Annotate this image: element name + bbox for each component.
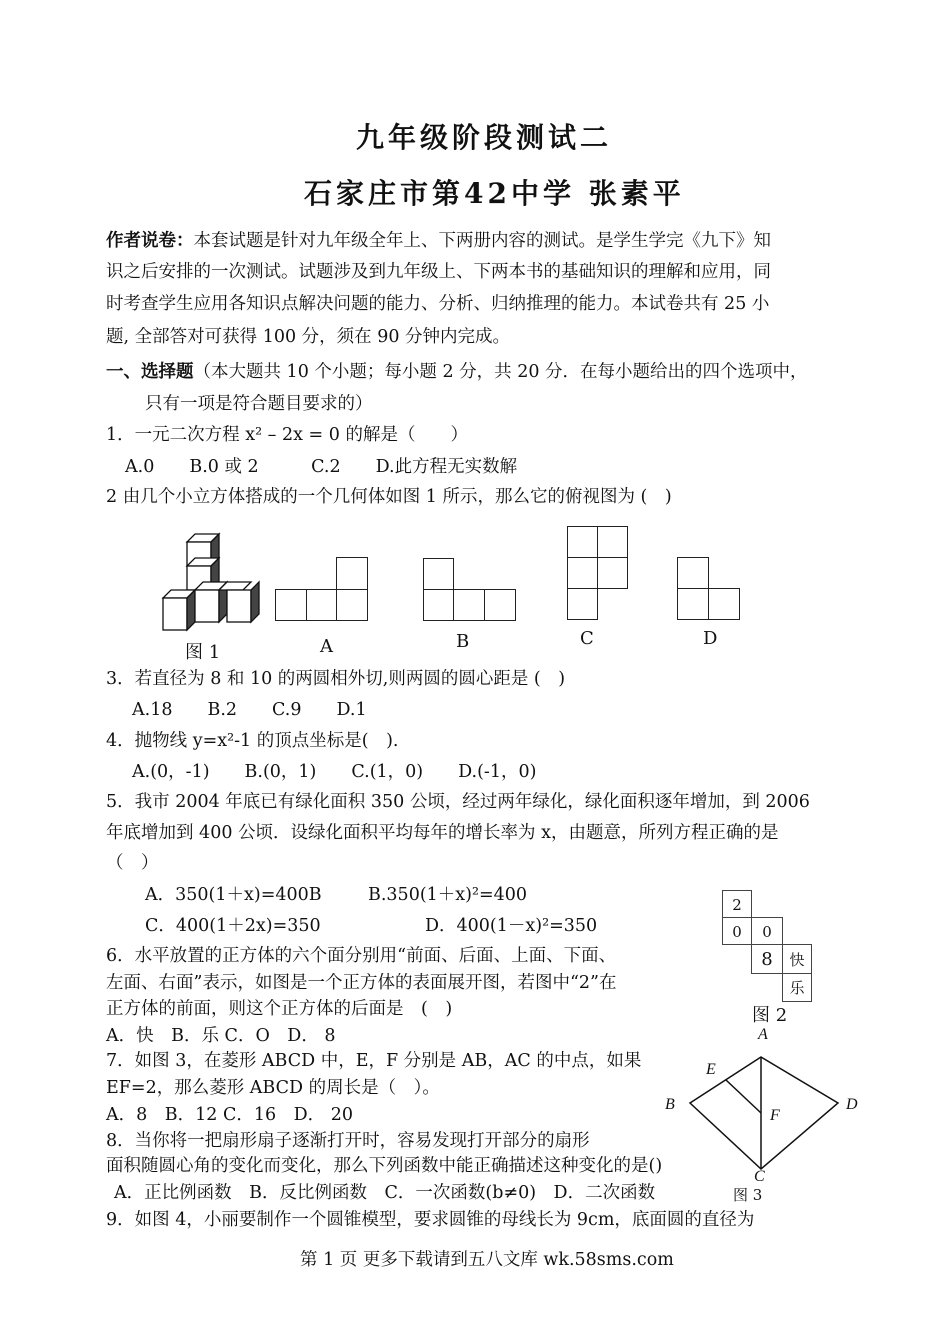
q5-option-d: D．400(1－x)²=350 <box>425 916 598 936</box>
q1-stem: 1．一元二次方程 x² – 2x = 0 的解是（ ） <box>106 425 468 445</box>
intro-text-1: 本套试题是针对九年级全年上、下两册内容的测试。是学生学完《九下》知 <box>193 231 771 251</box>
fig3-point-d: D <box>846 1096 858 1113</box>
q5-line-2: 年底增加到 400 公顷．设绿化面积平均每年的增长率为 x，由题意，所列方程正确的是 <box>106 823 779 843</box>
q8-line-2: 面积随圆心角的变化而变化，那么下列函数中能正确描述这种变化的是() <box>106 1156 663 1176</box>
net-cell-2: 2 <box>722 890 752 918</box>
intro-line-2: 识之后安排的一次测试。试题涉及到九年级上、下两本书的基础知识的理解和应用，同 <box>106 262 771 282</box>
section1-heading: 一、选择题 <box>106 362 194 382</box>
q8-line-1: 8．当你将一把扇形扇子逐渐打开时，容易发现打开部分的扇形 <box>106 1131 590 1151</box>
fig3-label: 图 3 <box>733 1186 763 1204</box>
intro-label: 作者说卷： <box>106 231 194 251</box>
q4-options: A.(0，-1) B.(0，1) C.(1，0) D.(-1，0) <box>132 762 537 782</box>
q2-option-b-label: B <box>456 631 470 652</box>
q8-options: A．正比例函数 B．反比例函数 C．一次函数(b≠0) D．二次函数 <box>114 1183 656 1203</box>
intro-line-1 <box>106 230 771 252</box>
q6-options: A．快 B．乐 C．O D． 8 <box>106 1026 336 1046</box>
q2-option-d-label: D <box>703 628 718 649</box>
fig3-point-b: B <box>665 1096 675 1113</box>
q6-line-2: 左面、右面”表示，如图是一个正方体的表面展开图，若图中“2”在 <box>106 973 617 993</box>
q6-line-1: 6．水平放置的正方体的六个面分别用“前面、后面、上面、下面、 <box>106 946 617 966</box>
fig1-cubes-figure <box>155 530 275 640</box>
net-cell-0a: 0 <box>722 917 752 945</box>
net-cell-0b: 0 <box>751 917 783 945</box>
intro-line-3: 时考查学生应用各知识点解决问题的能力、分析、归纳推理的能力。本试卷共有 25 小 <box>106 294 770 314</box>
net-cell-le: 乐 <box>782 973 812 1002</box>
fig3-point-a: A <box>758 1026 768 1043</box>
fig3-rhombus-figure <box>660 1020 870 1190</box>
q2-option-a-label: A <box>320 636 333 657</box>
q3-stem: 3．若直径为 8 和 10 的两圆相外切,则两圆的圆心距是 ( ) <box>106 669 566 689</box>
intro-line-4: 题, 全部答对可获得 100 分，须在 90 分钟内完成。 <box>106 327 511 347</box>
q2-option-c-label: C <box>580 628 594 649</box>
q7-options: A．8 B．12 C．16 D． 20 <box>106 1105 353 1125</box>
page-footer: 第 1 页 更多下载请到五八文库 wk.58sms.com <box>300 1250 674 1270</box>
q9-line-1: 9．如图 4，小丽要制作一个圆锥模型，要求圆锥的母线长为 9cm，底面圆的直径为 <box>106 1210 755 1230</box>
q6-line-3: 正方体的前面，则这个正方体的后面是 ( ) <box>106 999 453 1019</box>
fig2-label: 图 2 <box>752 1005 788 1026</box>
q3-options: A.18 B.2 C.9 D.1 <box>132 700 367 720</box>
q5-option-c: C．400(1＋2x)=350 <box>145 916 321 936</box>
net-cell-kuai: 快 <box>782 944 812 974</box>
q5-option-b: B.350(1＋x)²=400 <box>368 885 528 905</box>
fig3-point-e: E <box>706 1061 716 1078</box>
q5-line-3: （ ） <box>106 853 159 873</box>
fig3-point-c: C <box>754 1168 765 1185</box>
q4-stem: 4．抛物线 y=x²-1 的顶点坐标是( ). <box>106 731 399 751</box>
q7-line-2: EF=2，那么菱形 ABCD 的周长是（ ）。 <box>106 1078 440 1098</box>
section1-note-2: 只有一项是符合题目要求的） <box>145 394 373 414</box>
q5-option-a: A．350(1＋x)=400B <box>145 885 322 905</box>
q7-line-1: 7．如图 3，在菱形 ABCD 中，E，F 分别是 AB，AC 的中点，如果 <box>106 1051 642 1071</box>
q2-stem: 2 由几个小立方体搭成的一个几何体如图 1 所示，那么它的俯视图为 ( ) <box>106 487 672 507</box>
page-subtitle: 石家庄市第42中学 张素平 <box>304 177 685 210</box>
q1-options: A.0 B.0 或 2 C.2 D.此方程无实数解 <box>125 457 518 477</box>
fig3-point-f: F <box>770 1107 780 1124</box>
net-cell-8: 8 <box>751 944 783 974</box>
q5-line-1: 5．我市 2004 年底已有绿化面积 350 公顷，经过两年绿化，绿化面积逐年增加，到 2006 <box>106 792 810 812</box>
page-title: 九年级阶段测试二 <box>356 121 613 154</box>
fig1-label: 图 1 <box>185 642 221 663</box>
section1-heading-line <box>106 361 808 383</box>
section1-note-1: （本大题共 10 个小题；每小题 2 分，共 20 分．在每小题给出的四个选项中， <box>193 362 808 382</box>
